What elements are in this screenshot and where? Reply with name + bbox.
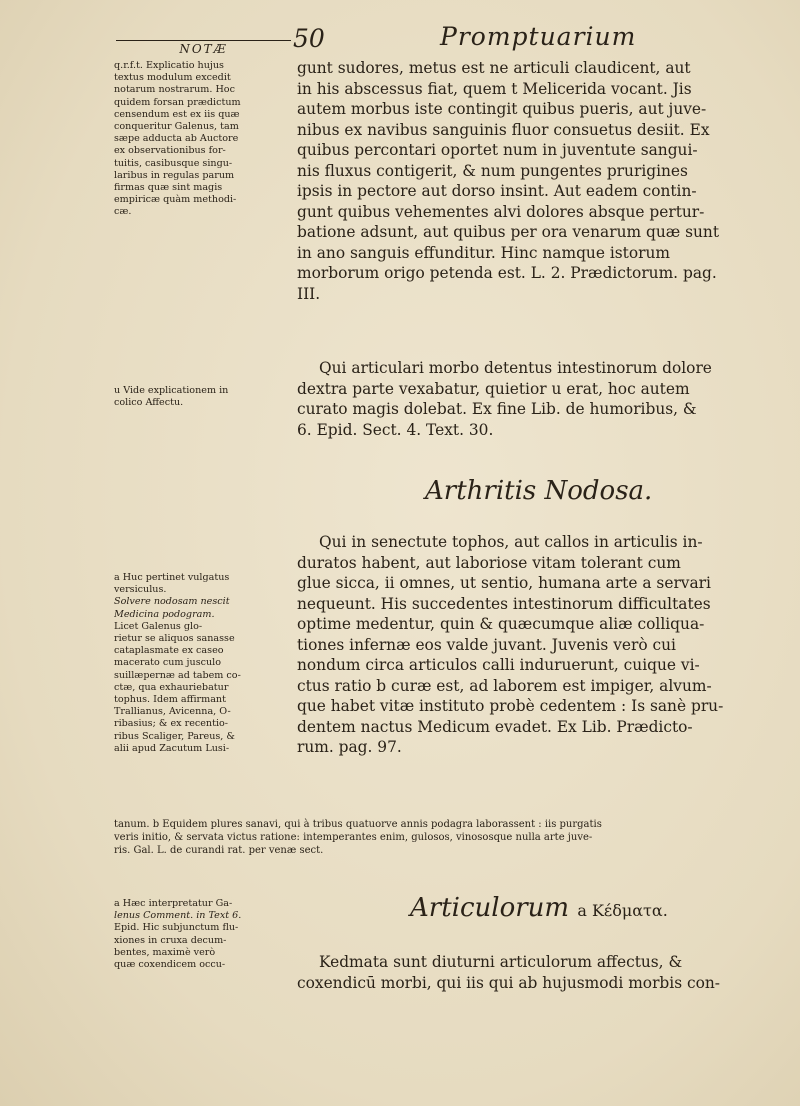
note-line: conqueritur Galenus, tam — [114, 121, 239, 133]
note-line: tuitis, casibusque singu- — [114, 157, 233, 169]
note-line: macerato cum jusculo — [114, 657, 222, 669]
note-line: sæpe adducta ab Auctore — [114, 133, 239, 145]
note-line: Solvere nodosam nescit — [114, 596, 230, 608]
text-line: gunt quibus vehementes alvi dolores absque pertur- — [297, 202, 705, 221]
main-text-block-1 — [297, 58, 775, 304]
text-line: rum. pag. 97. — [297, 738, 402, 756]
text-line: ctus ratio b curæ est, ad laborem est impiger, alvum- — [297, 676, 712, 695]
note-line: a Huc pertinet vulgatus — [114, 572, 230, 583]
note-line: u Vide explicationem in — [114, 385, 229, 396]
text-line: duratos habent, aut laboriose vitam tolerant cum — [297, 553, 681, 572]
text-line: dextra parte vexabatur, quietior u erat, hoc autem — [297, 379, 690, 398]
main-text-block-2 — [297, 358, 775, 440]
main-text-block-3 — [297, 532, 775, 758]
note-line: cæ. — [114, 206, 132, 218]
note-line: versiculus. — [114, 584, 167, 596]
note-line: lenus Comment. in Text 6. — [114, 910, 242, 922]
text-line: nis fluxus contigerit, & num pungentes prurigines — [297, 161, 688, 180]
margin-note-3 — [114, 572, 292, 755]
footnote-block — [114, 818, 779, 857]
text-line: morborum origo petenda est. L. 2. Prædictorum. pag. — [297, 264, 717, 282]
note-line: textus modulum excedit — [114, 72, 231, 84]
note-line: Medicina podogram. — [114, 608, 215, 620]
page-number: 50 — [293, 24, 325, 53]
note-line: Trallianus, Avicenna, O- — [114, 706, 231, 718]
note-line: ribasius; & ex recentio- — [114, 718, 229, 730]
note-line: q.r.f.t. Explicatio hujus — [114, 60, 224, 71]
note-line: alii apud Zacutum Lusi- — [114, 742, 230, 754]
note-line: laribus in regulas parum — [114, 169, 235, 181]
section-heading-articulorum — [410, 893, 668, 923]
text-line: glue sicca, ii omnes, ut sentio, humana arte a servari — [297, 574, 711, 592]
text-line: III. — [297, 284, 321, 303]
text-line: in ano sanguis effunditur. Hinc namque istorum — [297, 243, 670, 262]
note-line: cataplasmate ex caseo — [114, 645, 224, 657]
text-line: tiones infernæ eos valde juvant. Juvenis verò cui — [297, 635, 676, 654]
margin-note-4 — [114, 898, 292, 971]
text-line: quibus percontari oportet num in juventute sangui- — [297, 141, 698, 159]
text-line: nondum circa articulos calli induruerunt, cuique vi- — [297, 656, 700, 674]
note-line: xiones in cruxa decum- — [114, 934, 227, 946]
text-line: Qui in senectute tophos, aut callos in articulis in- — [319, 533, 703, 551]
text-line: nibus ex navibus sanguinis fluor consuetus desiit. Ex — [297, 120, 710, 139]
note-line: colico Affectu. — [114, 397, 184, 409]
note-line: firmas quæ sint magis — [114, 182, 223, 194]
header-rule — [116, 40, 291, 41]
text-line: in his abscessus fiat, quem t Melicerida vocant. Jis — [297, 79, 692, 98]
note-line: suillæpernæ ad tabem co- — [114, 669, 241, 681]
text-line: autem morbus iste contingit quibus pueris, aut juve- — [297, 100, 707, 118]
notes-column-label: NOTÆ — [179, 42, 228, 56]
text-line: que habet vitæ instituto probè cedentem : Is sanè pru- — [297, 697, 724, 715]
text-line: ipsis in pectore aut dorso insint. Aut eadem contin- — [297, 182, 697, 200]
note-line: ribus Scaliger, Pareus, & — [114, 730, 235, 742]
text-line: nequeunt. His succedentes intestinorum difficultates — [297, 594, 711, 613]
running-title: Promptuarium — [440, 22, 637, 51]
margin-note-2 — [114, 385, 292, 409]
text-line: Kedmata sunt diuturni articulorum affectus, & — [319, 953, 683, 971]
margin-note-1 — [114, 60, 292, 219]
text-line: batione adsunt, aut quibus per ora venarum quæ sunt — [297, 223, 720, 241]
note-line: notarum nostrarum. Hoc — [114, 84, 235, 96]
page-header — [110, 22, 770, 62]
note-line: empiricæ quàm methodi- — [114, 194, 237, 206]
main-text-block-4 — [297, 952, 775, 993]
note-line: bentes, maximè verò — [114, 946, 216, 958]
text-line: dentem nactus Medicum evadet. Ex Lib. Prædicto- — [297, 717, 693, 736]
note-line: a Hæc interpretatur Ga- — [114, 898, 233, 909]
note-line: rietur se aliquos sanasse — [114, 633, 235, 645]
note-line: censendum est ex iis quæ — [114, 108, 240, 120]
heading-greek: a Κέδματα. — [577, 901, 668, 920]
footnote-line: tanum. b Equidem plures sanavi, qui à tribus quatuorve annis podagra laborassent : iis purgatis — [114, 819, 602, 830]
footnote-line: veris initio, & servata victus ratione: intemperantes enim, gulosos, vinososque nulla arte juve- — [114, 832, 593, 843]
note-line: Epid. Hic subjunctum flu- — [114, 922, 239, 934]
note-line: quæ coxendicem occu- — [114, 959, 226, 971]
note-line: Licet Galenus glo- — [114, 620, 203, 632]
footnote-line: ris. Gal. L. de curandi rat. per venæ sect. — [114, 845, 324, 856]
text-line: 6. Epid. Sect. 4. Text. 30. — [297, 420, 494, 439]
note-line: ex observationibus for- — [114, 145, 226, 157]
text-line: curato magis dolebat. Ex fine Lib. de humoribus, & — [297, 400, 697, 418]
text-line: gunt sudores, metus est ne articuli claudicent, aut — [297, 59, 691, 77]
text-line: Qui articulari morbo detentus intestinorum dolore — [319, 359, 712, 377]
heading-latin: Articulorum — [410, 893, 570, 923]
text-line: coxendicū morbi, qui iis qui ab hujusmodi morbis con- — [297, 973, 720, 992]
note-line: ctæ, qua exhauriebatur — [114, 681, 229, 693]
text-line: optime medentur, quin & quæcumque aliæ colliqua- — [297, 615, 705, 633]
note-line: tophus. Idem affirmant — [114, 694, 226, 706]
note-line: quidem forsan prædictum — [114, 96, 241, 108]
section-heading-arthritis: Arthritis Nodosa. — [425, 476, 653, 506]
